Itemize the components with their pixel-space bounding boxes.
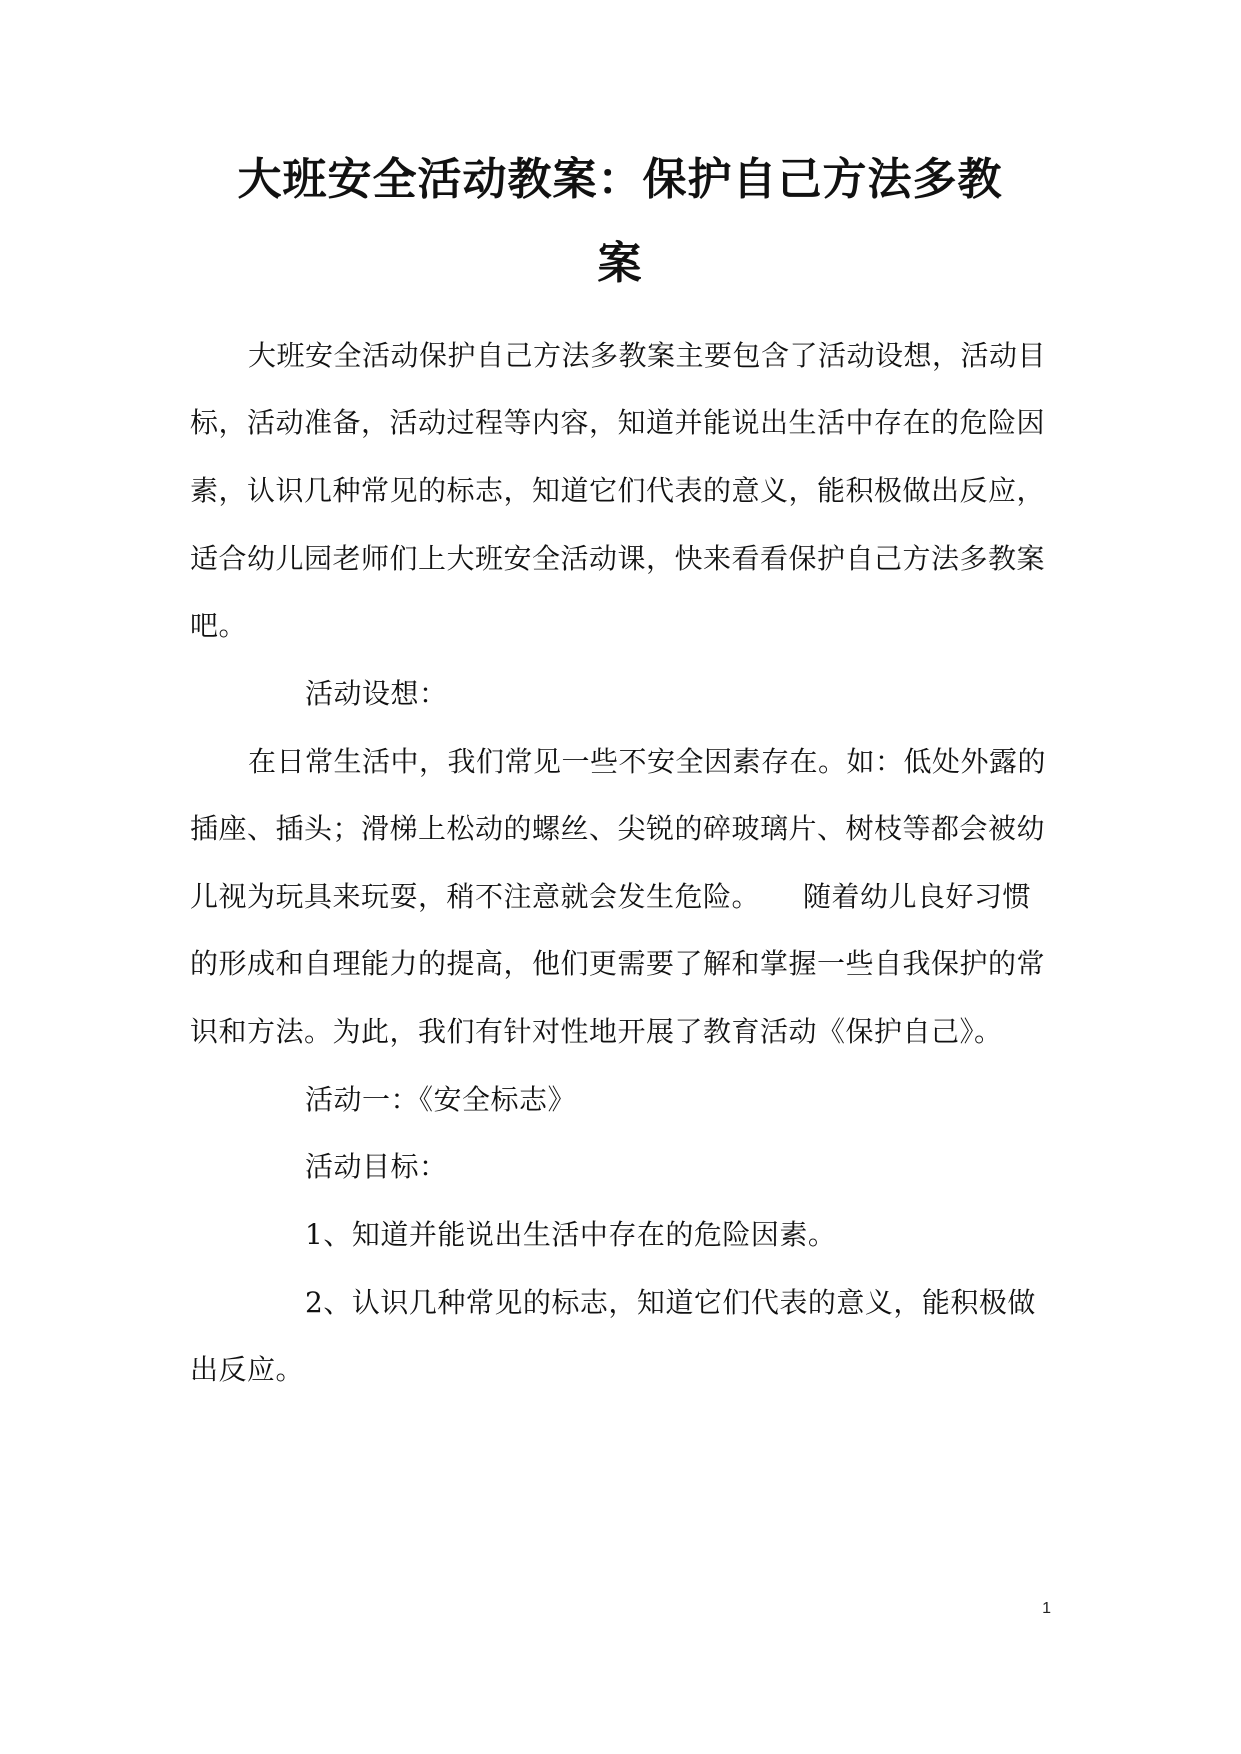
goal-item-2-line-1: 2、认识几种常见的标志，知道它们代表的意义，能积极做: [305, 1286, 1036, 1319]
goal-item-1: 1、知道并能说出生活中存在的危险因素。: [305, 1218, 837, 1251]
document-title-line-2: 案: [597, 238, 643, 289]
intro-line-2: 标，活动准备，活动过程等内容，知道并能说出生活中存在的危险因: [190, 406, 1046, 439]
intro-line-3: 素，认识几种常见的标志，知道它们代表的意义，能积极做出反应，: [190, 474, 1046, 507]
section-heading-idea: 活动设想：: [305, 677, 448, 710]
idea-line-1: 在日常生活中，我们常见一些不安全因素存在。如：低处外露的: [248, 745, 1047, 778]
intro-line-5: 吧。: [190, 609, 248, 642]
idea-line-2: 插座、插头；滑梯上松动的螺丝、尖锐的碎玻璃片、树枝等都会被幼: [190, 812, 1046, 845]
idea-line-5: 识和方法。为此，我们有针对性地开展了教育活动《保护自己》。: [190, 1015, 1003, 1048]
idea-line-4: 的形成和自理能力的提高，他们更需要了解和掌握一些自我保护的常: [190, 947, 1046, 980]
idea-line-3: 儿视为玩具来玩耍，稍不注意就会发生危险。 随着幼儿良好习惯: [190, 880, 1032, 913]
document-title-line-1: 大班安全活动教案：保护自己方法多教: [237, 154, 1003, 205]
page-number: 1: [1042, 1600, 1051, 1617]
goals-heading: 活动目标：: [305, 1150, 448, 1183]
intro-line-4: 适合幼儿园老师们上大班安全活动课，快来看看保护自己方法多教案: [190, 542, 1046, 575]
goal-item-2-line-2: 出反应。: [190, 1353, 305, 1386]
activity-one-heading: 活动一：《安全标志》: [305, 1083, 577, 1116]
intro-line-1: 大班安全活动保护自己方法多教案主要包含了活动设想，活动目: [248, 339, 1047, 372]
